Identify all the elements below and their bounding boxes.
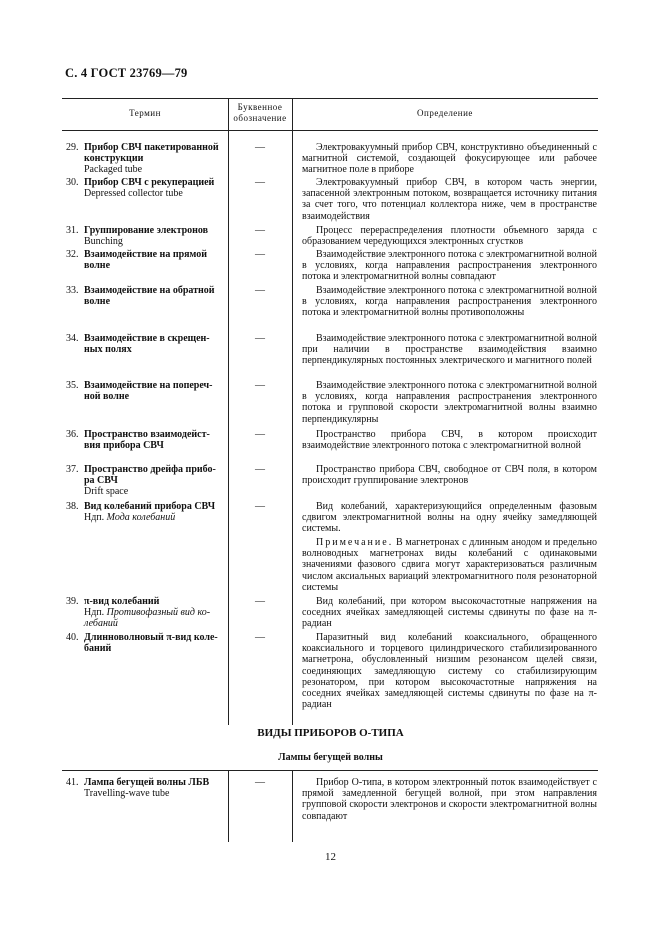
- term-number: 33.: [66, 285, 79, 296]
- note-text: В магнетронах с длинным анодом и предельно волноводных магнетронах виды колебаний с одинаковыми значениями фазового сдвига могут характеризоваться различным числом аксиальных вариаций электромагнитного поля резонаторной системы: [302, 537, 597, 593]
- term-cell: [66, 777, 224, 799]
- abbr-cell: —: [255, 285, 265, 296]
- abbr-cell: —: [255, 380, 265, 391]
- term-name-cont: ра СВЧ: [84, 475, 118, 487]
- abbr-cell: —: [255, 632, 265, 643]
- term-name: Взаимодействие на прямой: [84, 249, 207, 260]
- definition-cell: Вид колебаний, при котором высокочастотные напряжения на соседних ячейках замедляющей системы сдвинуты по фазе на π-радиан: [302, 596, 597, 630]
- definition-cell: Взаимодействие электронного потока с электромагнитной волной при наличии в пространстве взаимодействия взаимно перпендикулярных постоянных электрического и магнитного полей: [302, 333, 597, 367]
- term-name: Взаимодействие на попереч-: [84, 380, 213, 391]
- definition-cell: Электровакуумный прибор СВЧ, конструктивно объединенный с магнитной системой, создающей фокусирующее или рабочее магнитное поле в приборе: [302, 142, 597, 176]
- definition-cell: Взаимодействие электронного потока с электромагнитной волной в условиях, когда направления распространения электронного потока и электромагнитной волны совпадают: [302, 249, 597, 283]
- header-abbr-line2: обозначение: [233, 113, 287, 123]
- term-cell: [66, 632, 224, 654]
- abbr-cell: —: [255, 501, 265, 512]
- header-abbr-line1: Буквенное: [237, 102, 283, 112]
- term-cell: [66, 177, 224, 199]
- deprecated-term: Противофазный вид ко-: [106, 607, 211, 619]
- term-name-cont: баний: [84, 643, 112, 655]
- term-number: 38.: [66, 501, 79, 512]
- term-number: 35.: [66, 380, 79, 391]
- term-name: Пространство взаимодейст-: [84, 429, 210, 440]
- note-label: Примечание.: [316, 537, 394, 548]
- definition-cell: Вид колебаний, характеризующийся определенным фазовым сдвигом электромагнитной волны на одну ячейку замедляющей системы.: [302, 501, 597, 535]
- subsection-title: Лампы бегущей волны: [278, 752, 383, 763]
- definition-cell: Пространство прибора СВЧ, свободное от СВЧ поля, в котором происходит группирование электронов: [302, 464, 597, 487]
- term-number: 37.: [66, 464, 79, 475]
- abbr-cell: —: [255, 464, 265, 475]
- definition-cell: Взаимодействие электронного потока с электромагнитной волной в условиях, когда направления распространения электронного потока и электромагнитной волны противоположны: [302, 285, 597, 319]
- term-cell: [66, 380, 224, 402]
- abbr-cell: —: [255, 777, 265, 788]
- table-header-bottom-rule: [62, 130, 598, 131]
- term-name: Группирование электронов: [84, 225, 209, 236]
- term-cell: [66, 596, 224, 630]
- term-cell: [66, 225, 224, 247]
- term-deprecated: [66, 512, 224, 523]
- term-name: Длинноволновый π-вид коле-: [84, 632, 218, 643]
- page-header: С. 4 ГОСТ 23769—79: [65, 66, 188, 80]
- definition-cell: Процесс перераспределения плотности объемного заряда с образованием чередующихся электронных сгустков: [302, 225, 597, 248]
- term-cell: [66, 501, 224, 523]
- term-english: Travelling-wave tube: [84, 788, 170, 800]
- term-cell: [66, 464, 224, 498]
- term-deprecated: [66, 607, 224, 618]
- deprecated-label: Ндп.: [84, 607, 105, 619]
- term-number: 39.: [66, 596, 79, 607]
- term-number: 31.: [66, 225, 79, 236]
- definition-cell: Электровакуумный прибор СВЧ, в котором часть энергии, запасенной электронным потоком, возвращается источнику питания за счет того, что потенциал коллектора ниже, чем в пространстве взаимодействия: [302, 177, 597, 222]
- term-name: Взаимодействие на обратной: [84, 285, 215, 296]
- deprecated-label: Ндп.: [84, 512, 105, 524]
- term-name-cont: волне: [84, 296, 111, 308]
- term-cell: [66, 142, 224, 176]
- definition-cell: Прибор О-типа, в котором электронный поток взаимодействует с прямой замедленной бегущей волной, при этом направления групповой скорости электронов и скорости электромагнитной волны совпадают: [302, 777, 597, 822]
- term-number: 41.: [66, 777, 79, 788]
- term-number: 32.: [66, 249, 79, 260]
- term-name: Прибор СВЧ с рекуперацией: [84, 177, 215, 188]
- term-cell: [66, 429, 224, 451]
- body-divider-1: [228, 131, 229, 725]
- abbr-cell: —: [255, 596, 265, 607]
- term-name-cont: ных полях: [84, 344, 132, 356]
- term-name-cont: волне: [84, 260, 111, 272]
- header-term: Термин: [129, 108, 161, 118]
- term-name-cont: ной волне: [84, 391, 130, 403]
- abbr-cell: —: [255, 225, 265, 236]
- term-cell: [66, 333, 224, 355]
- term-name-cont: вия прибора СВЧ: [84, 440, 164, 452]
- term-number: 29.: [66, 142, 79, 153]
- body-divider-2: [292, 131, 293, 725]
- section-title: ВИДЫ ПРИБОРОВ О-ТИПА: [257, 727, 404, 739]
- term-name: Лампа бегущей волны ЛБВ: [84, 777, 210, 788]
- abbr-cell: —: [255, 429, 265, 440]
- term-english: Packaged tube: [84, 164, 143, 176]
- abbr-cell: —: [255, 142, 265, 153]
- table-top-rule: [62, 98, 598, 99]
- page-number: 12: [325, 851, 336, 863]
- definition-cell: Паразитный вид колебаний коаксиального, обращенного коаксиального и торцевого цилиндрического стабилизированного магнетрона, обусловленный низшим резонансом щелей связи, соединяющих замедляющую систему со стабилизирующим резонатором, при котором высокочастотные напряжения на соседних ячейках замедляющей системы сдвинуты по фазе на π-радиан: [302, 632, 597, 711]
- deprecated-term: Мода колебаний: [106, 512, 176, 524]
- term-number: 36.: [66, 429, 79, 440]
- term-number: 30.: [66, 177, 79, 188]
- deprecated-term-cont: лебаний: [84, 618, 118, 630]
- abbr-cell: —: [255, 333, 265, 344]
- term-name: Вид колебаний прибора СВЧ: [84, 501, 216, 512]
- definition-cell: Пространство прибора СВЧ, в котором происходит взаимодействие электронного потока с электромагнитной волной: [302, 429, 597, 452]
- header-definition: Определение: [417, 108, 473, 118]
- body-divider-1b: [228, 770, 229, 842]
- term-english: Depressed collector tube: [84, 188, 183, 200]
- abbr-cell: —: [255, 177, 265, 188]
- note-block: [302, 537, 597, 593]
- term-cell: [66, 249, 224, 271]
- term-name: Прибор СВЧ пакетированной: [84, 142, 219, 153]
- term-name-cont: конструкции: [84, 153, 144, 165]
- term-number: 34.: [66, 333, 79, 344]
- section-rule: [62, 770, 598, 771]
- definition-cell: Взаимодействие электронного потока с электромагнитной волной в условиях, когда направления распространения электронного потока и групповой скорости электромагнитной волны взаимно перпендикулярны: [302, 380, 597, 425]
- term-name: Пространство дрейфа прибо-: [84, 464, 216, 475]
- term-english: Bunching: [84, 236, 123, 248]
- abbr-cell: —: [255, 249, 265, 260]
- header-abbr: [228, 102, 292, 124]
- term-name: π-вид колебаний: [84, 596, 160, 607]
- term-number: 40.: [66, 632, 79, 643]
- term-english: Drift space: [84, 486, 129, 498]
- term-cell: [66, 285, 224, 307]
- body-divider-2b: [292, 770, 293, 842]
- term-name: Взаимодействие в скрещен-: [84, 333, 210, 344]
